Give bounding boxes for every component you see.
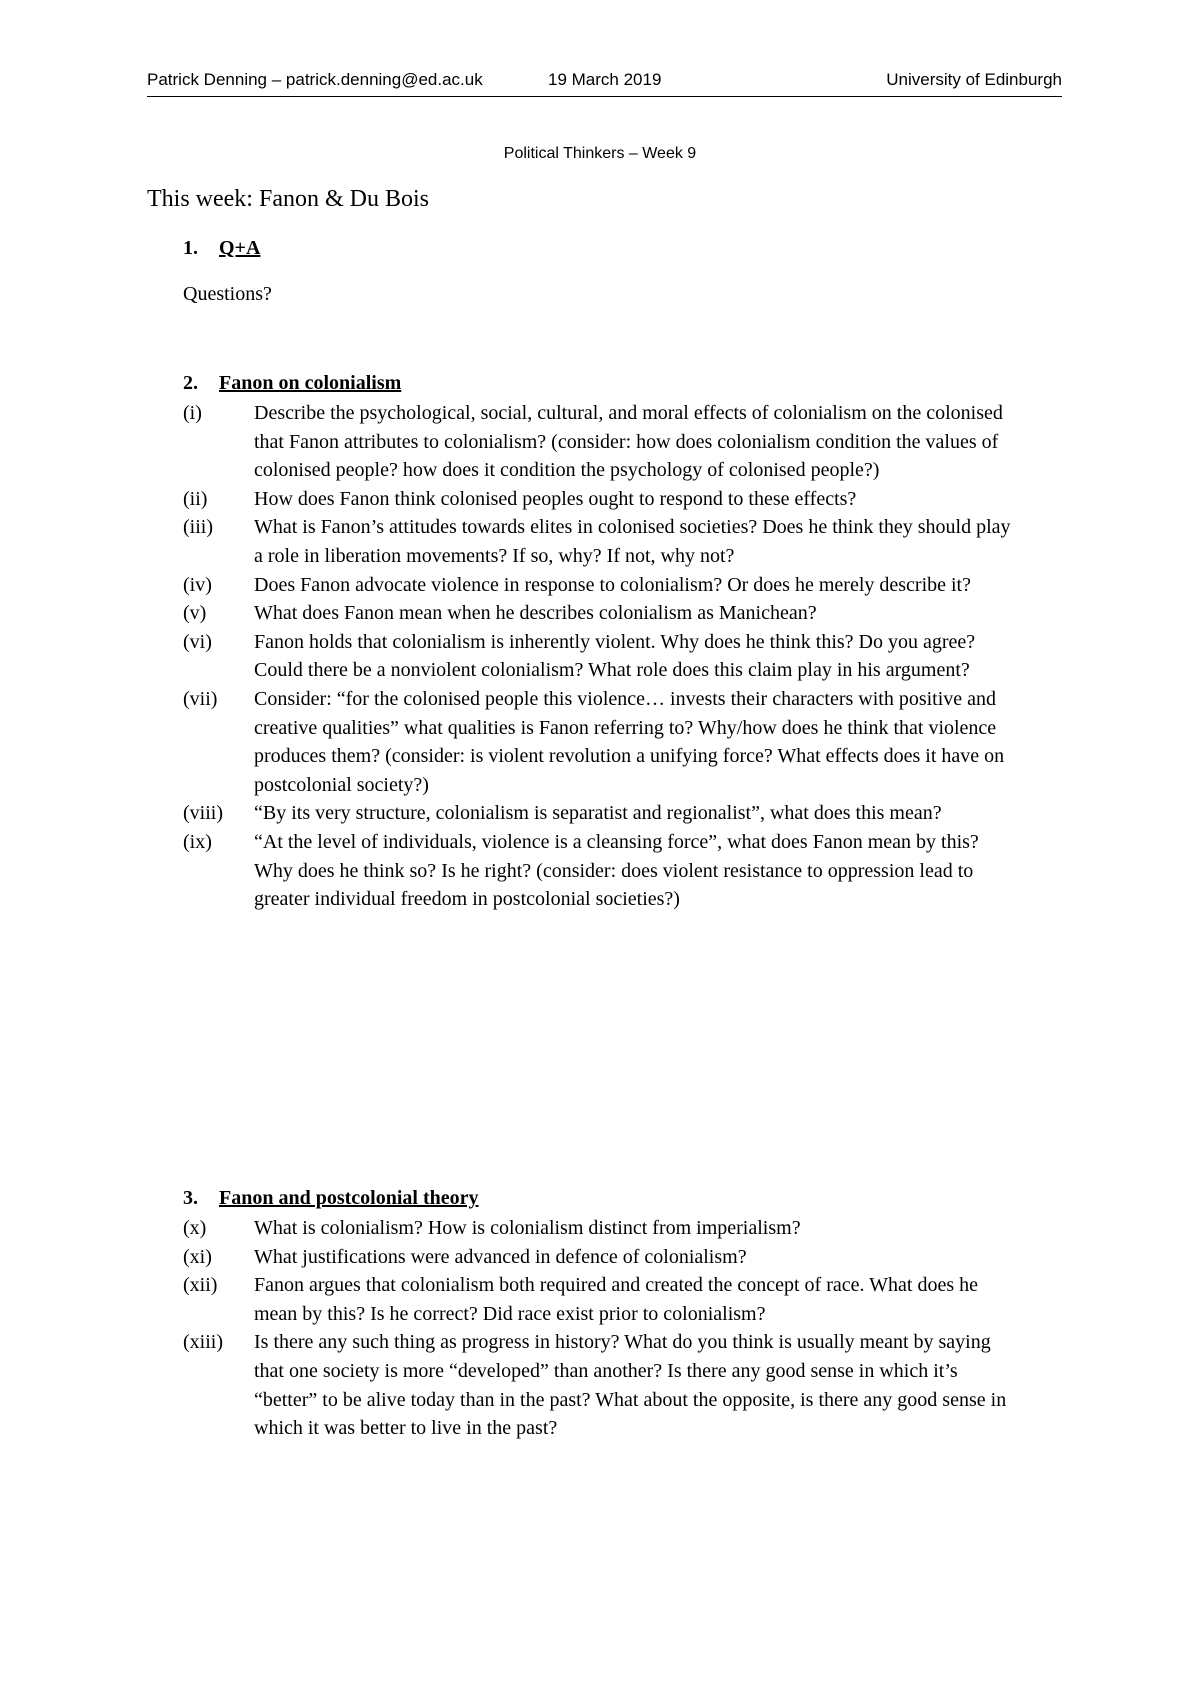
question-number: (viii) <box>183 802 223 825</box>
header-university: University of Edinburgh <box>886 70 1062 89</box>
question-number: (iv) <box>183 573 212 596</box>
page-header <box>147 70 1062 97</box>
section-2-heading <box>183 372 401 395</box>
question-text: Describe the psychological, social, cultural, and moral effects of colonialism on the colonised that Fanon attributes to colonialism? (consider: how does colonialism condition the values of colonised people? how does it condition the psychology of colonised people?) <box>254 402 1003 482</box>
question-number: (xii) <box>183 1274 218 1297</box>
question-item <box>183 399 1013 485</box>
section-3-title: Fanon and postcolonial theory <box>219 1187 479 1209</box>
question-text: Fanon holds that colonialism is inherently violent. Why does he think this? Do you agree? Could there be a nonviolent colonialism? What role does this claim play in his argument? <box>254 630 976 682</box>
question-number: (v) <box>183 602 207 625</box>
question-item <box>183 1214 1013 1243</box>
question-number: (iii) <box>183 516 213 539</box>
section-1-body: Questions? <box>183 283 272 305</box>
question-text: What is Fanon’s attitudes towards elites in colonised societies? Does he think they should play a role in liberation movements? If so, why? If not, why not? <box>254 516 1011 567</box>
section-3-number: 3. <box>183 1187 198 1209</box>
question-number: (xiii) <box>183 1331 223 1354</box>
section-1-heading <box>183 237 260 260</box>
question-text: What is colonialism? How is colonialism distinct from imperialism? <box>254 1217 801 1239</box>
question-text: How does Fanon think colonised peoples ought to respond to these effects? <box>254 487 857 510</box>
question-item <box>183 485 1013 514</box>
question-item <box>183 1243 1013 1272</box>
header-author: Patrick Denning – patrick.denning@ed.ac.uk <box>147 70 483 89</box>
document-subtitle: Political Thinkers – Week 9 <box>503 145 697 162</box>
question-number: (vi) <box>183 630 212 653</box>
question-item <box>183 571 1013 600</box>
question-item <box>183 1271 1013 1328</box>
section-3-question-list <box>183 1214 1013 1443</box>
header-date: 19 March 2019 <box>548 70 662 89</box>
this-week-heading: This week: Fanon & Du Bois <box>147 186 429 212</box>
question-number: (xi) <box>183 1245 212 1268</box>
section-2-title: Fanon on colonialism <box>219 372 402 394</box>
question-number: (vii) <box>183 687 218 710</box>
question-text: “At the level of individuals, violence is a cleansing force”, what does Fanon mean by this? Why does he think so? Is he right? (consider: does violent resistance to oppression lead to greater individual freedom in postcolonial societies?) <box>254 830 979 911</box>
section-2-number: 2. <box>183 372 198 394</box>
section-3-heading <box>183 1187 478 1210</box>
section-1-number: 1. <box>183 237 198 259</box>
question-text: What justifications were advanced in defence of colonialism? <box>254 1245 747 1268</box>
question-number: (x) <box>183 1217 207 1239</box>
question-item <box>183 513 1013 570</box>
question-number: (i) <box>183 402 202 424</box>
question-number: (ix) <box>183 830 212 853</box>
question-text: Does Fanon advocate violence in response to colonialism? Or does he merely describe it? <box>254 573 971 596</box>
question-item <box>183 828 1013 914</box>
question-text: Consider: “for the colonised people this violence… invests their characters with positive and creative qualities” what qualities is Fanon referring to? Why/how does he think that violence produces them? (consider: is violent revolution a unifying force? What effects does it have on postcolonial society?) <box>254 687 1005 796</box>
question-text: Is there any such thing as progress in history? What do you think is usually meant by saying that one society is more “developed” than another? Is there any good sense in which it’s “better” to be alive today than in the past? What about the opposite, is there any good sense in which it was better to live in the past? <box>254 1331 1007 1440</box>
section-2-question-list <box>183 399 1013 914</box>
section-1-title: Q+A <box>219 237 261 259</box>
question-item <box>183 799 1013 828</box>
question-text: Fanon argues that colonialism both required and created the concept of race. What does he mean by this? Is he correct? Did race exist prior to colonialism? <box>254 1274 978 1325</box>
question-item <box>183 1328 1013 1442</box>
question-text: “By its very structure, colonialism is separatist and regionalist”, what does this mean? <box>254 802 942 825</box>
question-item <box>183 599 1013 628</box>
question-number: (ii) <box>183 487 208 510</box>
question-item <box>183 628 1013 685</box>
question-text: What does Fanon mean when he describes colonialism as Manichean? <box>254 602 817 625</box>
question-item <box>183 685 1013 799</box>
